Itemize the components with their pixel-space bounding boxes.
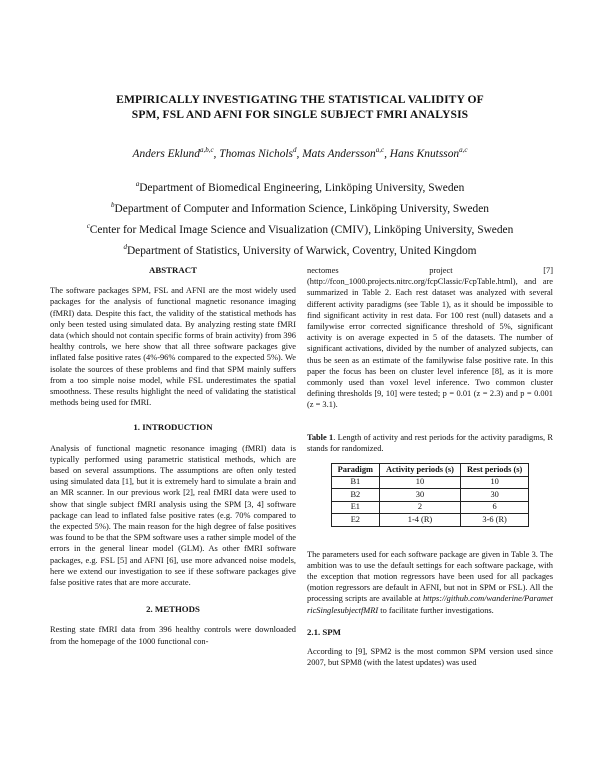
abstract-text: The software packages SPM, FSL and AFNI are the most widely used packages for the analysis of functional magnetic resonance imaging (fMRI) data. Despite this fact, the validity of the statistical methods has only been tested using simulated data. By analyzing resting state fMRI data (which should not contain specific forms of brain activity) from 396 healthy controls, we here show that all three software packages give inflated false positive rates (4%-96% compared to the expected 5%). We isolate the sources of these problems and find that SPM mainly suffers from a too simple noise model, while FSL underestimates the spatial smoothness. These results highlight the need of validating the statistical methods being used for fMRI.	[50, 286, 296, 408]
affiliation	[0, 218, 600, 239]
author-list: Anders Eklund$^{a,b,c}$, Thomas Nichols$^d$, Mats Andersson$^{a,c}$, Hans Knutsson$^{a,c}$	[132, 146, 468, 160]
table-cell: 3-6 (R)	[460, 514, 528, 527]
author-name: Mats Andersson	[302, 147, 376, 160]
table-cell: 2	[380, 501, 461, 514]
affiliation-mark: d	[123, 243, 127, 251]
scripts-url[interactable]: https://github.com/wanderine/ParametricSinglesubjectfMRI	[307, 594, 553, 615]
table-cell: 1-4 (R)	[380, 514, 461, 527]
table-row	[331, 501, 529, 514]
table-row	[331, 476, 529, 489]
table-cell: 10	[460, 476, 528, 489]
table-header-cell: Paradigm	[331, 464, 379, 477]
affiliation	[0, 239, 600, 260]
affiliation-mark: b	[111, 201, 115, 209]
parameters-body: The parameters used for each software package are given in Table 3. The ambition was to use the default settings for each software package, with the exception that motion regressors have been used for all packages (motion regressors are default in AFNI, but not in SPM or FSL). All the processing scripts are available at	[307, 549, 553, 604]
author-affiliation-mark: d	[292, 146, 297, 154]
affiliation-text: Center for Medical Image Science and Visualization (CMIV), Linköping University, Sweden	[89, 223, 514, 236]
table-header-cell: Rest periods (s)	[460, 464, 528, 477]
methods-text-start: Resting state fMRI data from 396 healthy controls were downloaded from the homepage of the 1000 functional con-	[50, 625, 296, 646]
table-cell: E2	[331, 514, 379, 527]
abstract-heading: ABSTRACT	[149, 265, 197, 275]
affiliation	[0, 197, 600, 218]
title-line-1: EMPIRICALLY INVESTIGATING THE STATISTICAL VALIDITY OF	[116, 93, 484, 106]
table-cell: 6	[460, 501, 528, 514]
table1-label: Table 1	[307, 432, 334, 442]
table1-caption	[307, 432, 553, 454]
table-header-row	[331, 464, 529, 477]
parameters-text	[307, 549, 553, 616]
affiliation	[0, 176, 600, 197]
affiliation-mark: c	[86, 222, 90, 230]
author-name: Thomas Nichols	[219, 147, 293, 160]
author-affiliation-mark: a,b,c	[199, 146, 214, 154]
affiliation-mark: a	[135, 180, 140, 188]
author-name: Hans Knutsson	[389, 147, 460, 160]
methods-text-continued: nectomes project [7] (http://fcon_1000.projects.nitrc.org/fcpClassic/FcpTable.html), and are summarized in Table 2. Each rest dataset was analyzed with several different activity paradigms (see Table 1), as it should be impossible to find significant activity in rest data. For 100 rest (null) datasets and a familywise error corrected significance threshold of 5%, significant activity is on average expected in 5 of the datasets. The number of significant activations, divided by the number of analyzed subjects, can thus be seen as an estimate of the familywise false positive rate. In this paper the focus has been on cluster level inference [8], as it is more commonly used than voxel level inference. Two common cluster defining thresholds [9, 10] were tested; p = 0.01 (z = 2.3) and p = 0.001 (z = 3.1).	[307, 266, 553, 410]
methods-heading: 2. METHODS	[146, 604, 200, 615]
parameters-suffix: to facilitate further investigations.	[380, 605, 494, 615]
table-cell: B2	[331, 489, 379, 502]
spm-text: According to [9], SPM2 is the most common SPM version used since 2007, but SPM8 (with the latest updates) was used	[307, 646, 553, 668]
author-affiliation-mark: a,c	[375, 146, 385, 154]
affiliation-text: Department of Biomedical Engineering, Linköping University, Sweden	[139, 181, 465, 194]
author-name: Anders Eklund	[132, 147, 200, 160]
paper-title	[0, 93, 600, 122]
table-cell: E1	[331, 501, 379, 514]
affiliation-text: Department of Statistics, University of Warwick, Coventry, United Kingdom	[126, 244, 477, 257]
table-row	[331, 514, 529, 527]
table-cell: 30	[460, 489, 528, 502]
table-cell: 10	[380, 476, 461, 489]
title-line-2: SPM, FSL AND AFNI FOR SINGLE SUBJECT FMRI ANALYSIS	[131, 107, 469, 121]
right-column	[307, 265, 553, 668]
table-row	[331, 489, 529, 502]
introduction-text: Analysis of functional magnetic resonance imaging (fMRI) data is typically performed using parametric statistical methods, which are based on several assumptions. The assumptions are often only tested using simulated data [1], but it is extremely hard to simulate a brain and an MR scanner. In our previous work [2], real fMRI data were used to show that single subject fMRI analysis using the SPM [3, 4] software package can lead to inflated false positive rates (e.g. 70% compared to the expected 5%). The main reason for the high degree of false positives was found to be that the SPM software uses a rather simple model of the errors in the general linear model (GLM). As other fMRI software packages, e.g. FSL [5] and AFNI [6], use more advanced noise models, here we extend our investigation to see if these software packages give false positive rates that are more accurate.	[50, 443, 296, 588]
left-column	[50, 265, 296, 647]
spm-heading: 2.1. SPM	[307, 626, 341, 637]
introduction-heading: 1. INTRODUCTION	[133, 422, 213, 433]
table1-caption-text: . Length of activity and rest periods for the activity paradigms, R stands for randomized.	[307, 432, 553, 453]
table-header-cell: Activity periods (s)	[380, 464, 461, 477]
affiliation-list	[0, 176, 600, 260]
affiliation-text: Department of Computer and Information Science, Linköping University, Sweden	[114, 202, 489, 215]
table-cell: 30	[380, 489, 461, 502]
author-affiliation-mark: a,c	[459, 146, 468, 154]
table-cell: B1	[331, 476, 379, 489]
paradigm-table	[331, 463, 530, 527]
